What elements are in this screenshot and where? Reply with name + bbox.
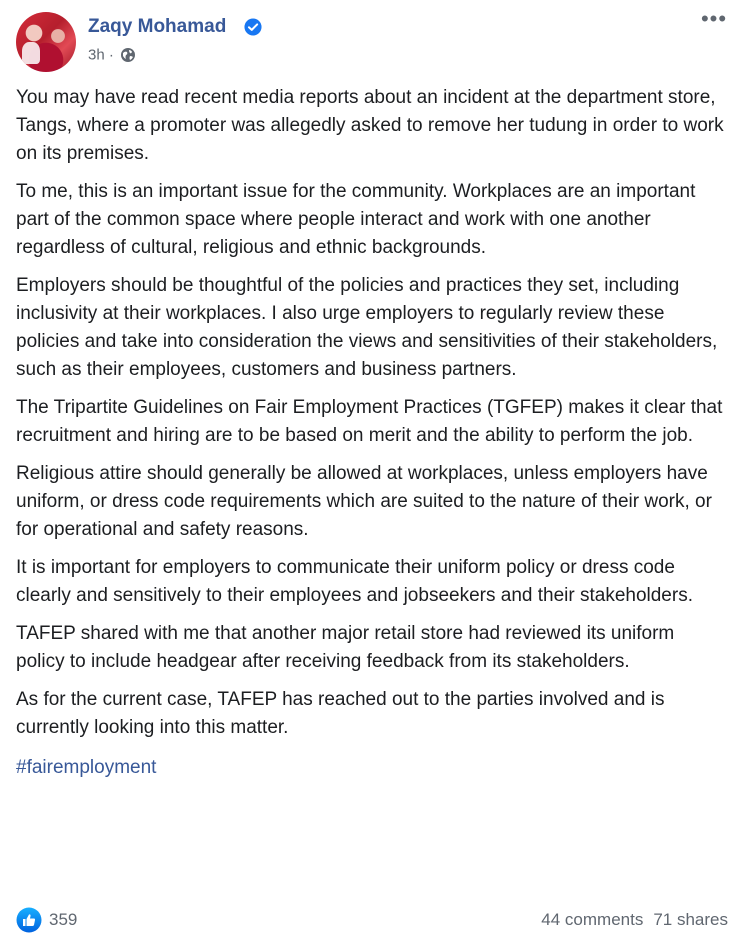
post-paragraph: As for the current case, TAFEP has reached out to the parties involved and is currently looking into this matter. (16, 689, 665, 738)
post-footer (16, 905, 728, 935)
globe-icon (120, 47, 136, 63)
shares-count[interactable]: 71 shares (653, 910, 728, 929)
post-paragraph: TAFEP shared with me that another major retail store had reviewed its uniform policy to include headgear after receiving feedback from its stakeholders. (16, 623, 675, 672)
post-paragraph: It is important for employers to communicate their uniform policy or dress code clearly and sensitively to their employees and jobseekers and their stakeholders. (16, 557, 693, 606)
post-time[interactable]: 3h (88, 46, 105, 64)
avatar[interactable] (16, 12, 76, 72)
hashtag-link[interactable]: #fairemployment (16, 757, 157, 778)
post-paragraph: Religious attire should generally be allowed at workplaces, unless employers have uniform, or dress code requirements which are suited to the nature of their work, or for operational and safety reasons. (16, 463, 712, 540)
post-paragraph: Employers should be thoughtful of the policies and practices they set, including inclusivity at their workplaces. I also urge employers to regularly review these policies and take into consideration the views and sensitivities of their stakeholders, such as their employees, customers and business partners. (16, 275, 718, 380)
like-reaction-icon[interactable] (16, 907, 42, 933)
like-count[interactable]: 359 (49, 910, 78, 929)
author-name[interactable]: Zaqy Mohamad (88, 16, 227, 37)
more-options-icon[interactable]: ••• (700, 6, 728, 31)
verified-badge-icon (244, 18, 262, 36)
engagement-stats (541, 910, 728, 930)
post-paragraph: To me, this is an important issue for the community. Workplaces are an important part of the common space where people interact and work with one another regardless of cultural, religious and ethnic backgrounds. (16, 181, 696, 258)
post-meta (88, 46, 136, 64)
meta-separator: · (108, 46, 114, 64)
post-header (16, 6, 728, 70)
post-paragraph: You may have read recent media reports about an incident at the department store, Tangs, where a promoter was allegedly asked to remove her tudung in order to work on its premises. (16, 87, 724, 164)
post-body (16, 84, 726, 782)
comments-count[interactable]: 44 comments (541, 910, 644, 929)
post-paragraph: The Tripartite Guidelines on Fair Employment Practices (TGFEP) makes it clear that recruitment and hiring are to be based on merit and the ability to perform the job. (16, 397, 723, 446)
